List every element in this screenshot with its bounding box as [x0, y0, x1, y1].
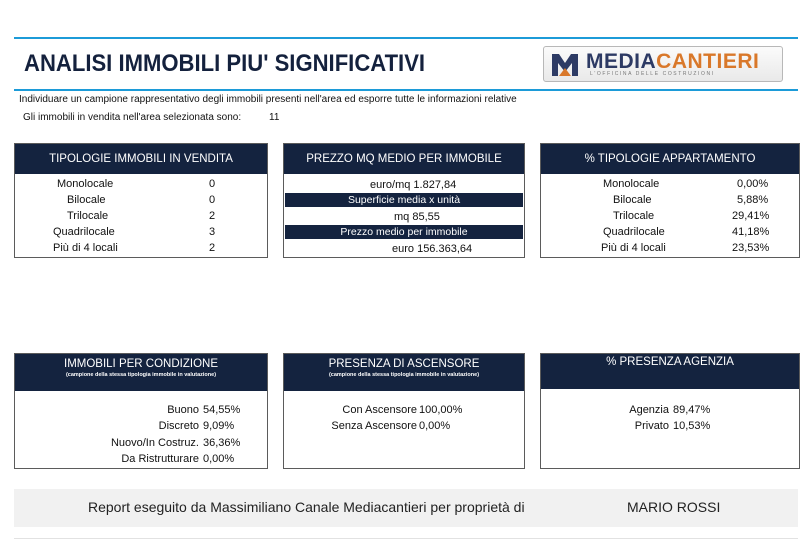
- ascensore-panel-header: [284, 354, 524, 391]
- tipologie-panel-title: TIPOLOGIE IMMOBILI IN VENDITA: [15, 144, 267, 174]
- surface-row: [284, 209, 524, 225]
- percent-tipologie-panel-title: % TIPOLOGIE APPARTAMENTO: [541, 144, 799, 174]
- logo-tagline: L'OFFICINA DELLE COSTRUZIONI: [590, 71, 715, 77]
- intro-description: Individuare un campione rappresentativo degli immobili presenti nell'area ed esporre tutte le informazioni relative: [19, 94, 517, 105]
- prezzo-panel: [283, 143, 525, 258]
- surface-label: Superficie media x unità: [285, 193, 523, 207]
- logo-mark-icon: [550, 50, 580, 78]
- condizione-panel-header: [15, 354, 267, 391]
- agenzia-panel-title: % PRESENZA AGENZIA: [606, 356, 734, 368]
- report-owner: MARIO ROSSI: [627, 499, 721, 515]
- intro-count-label: Gli immobili in vendita nell'area selezionata sono:: [23, 112, 242, 123]
- ascensore-panel: PRESENZA DI ASCENSORE (campione della stessa tipologia immobile in valutazione) Con Ascensore 100,00% Senza Ascensore 0,00%: [283, 353, 525, 469]
- report-footer: [14, 489, 798, 527]
- bottom-divider: [14, 538, 798, 539]
- logo-wordmark: MEDIACANTIERI: [586, 50, 760, 73]
- top-accent-rule: [14, 37, 798, 39]
- avg-price-label: Prezzo medio per immobile: [285, 225, 523, 239]
- price-per-mq-value: euro/mq 1.827,84: [370, 179, 457, 191]
- surface-value: mq 85,55: [394, 211, 440, 223]
- percent-tipologie-panel: % TIPOLOGIE APPARTAMENTO Monolocale 0,00% Bilocale 5,88% Trilocale 29,41% Quadrilocale 41,18% Più di 4 locali 23,53%: [540, 143, 800, 258]
- header-divider: [14, 89, 798, 91]
- avg-price-row: [284, 241, 524, 257]
- avg-price-value: euro 156.363,64: [392, 243, 473, 255]
- tipologie-panel: TIPOLOGIE IMMOBILI IN VENDITA Monolocale 0 Bilocale 0 Trilocale 2 Quadrilocale 3 Più di 4 locali 2: [14, 143, 268, 258]
- agenzia-panel: % PRESENZA AGENZIA Agenzia 89,47% Privato 10,53%: [540, 353, 800, 469]
- agenzia-panel-header: [541, 354, 799, 389]
- condizione-panel: IMMOBILI PER CONDIZIONE (campione della stessa tipologia immobile in valutazione) Buono 54,55% Discreto 9,09% Nuovo/In Costruz. 36,36% Da Ristrutturare 0,00%: [14, 353, 268, 469]
- condizione-panel-subtitle: (campione della stessa tipologia immobile in valutazione): [65, 372, 217, 378]
- price-per-mq-row: [284, 177, 524, 193]
- mediacantieri-logo: [543, 46, 783, 82]
- intro-count-line: [23, 112, 280, 123]
- ascensore-panel-title: PRESENZA DI ASCENSORE: [328, 358, 480, 370]
- condizione-panel-title: IMMOBILI PER CONDIZIONE: [64, 358, 218, 370]
- page-title: ANALISI IMMOBILI PIU' SIGNIFICATIVI: [24, 50, 426, 77]
- report-author-text: Report eseguito da Massimiliano Canale Mediacantieri per proprietà di: [88, 499, 525, 515]
- ascensore-panel-subtitle: (campione della stessa tipologia immobile in valutazione): [328, 372, 480, 378]
- prezzo-panel-title: PREZZO MQ MEDIO PER IMMOBILE: [284, 144, 524, 174]
- listing-count: 11: [269, 112, 280, 123]
